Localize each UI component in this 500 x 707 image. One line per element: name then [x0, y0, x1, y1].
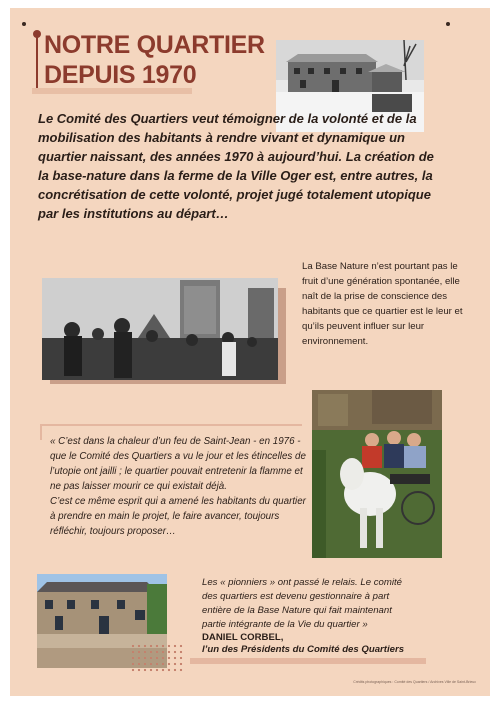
title-pin-line: [36, 36, 38, 88]
closing-rule: [190, 658, 426, 664]
children-pony-photo: [312, 390, 442, 558]
photo-credit: Crédits photographiques : Comité des Quartiers / Archives Ville de Saint-Brieuc: [353, 680, 476, 684]
quote-block: [50, 434, 308, 539]
author-name: DANIEL CORBEL,: [202, 632, 284, 643]
quote-bracket-top: [40, 424, 302, 426]
corner-dot-left: [22, 22, 26, 26]
quote-paragraph-2: C’est ce même esprit qui a amené les habitants du quartier à prendre en main le projet, le faire avancer, toujours réfléchir, toujours proposer…: [50, 496, 306, 537]
poster: [10, 8, 490, 696]
quote-bracket-side: [40, 424, 42, 440]
author-role: l’un des Présidents du Comité des Quartiers: [202, 644, 405, 655]
author-signature: [202, 632, 427, 656]
title-line-1: NOTRE QUARTIER: [44, 31, 265, 59]
corner-dot-right: [446, 22, 450, 26]
side-text: La Base Nature n’est pourtant pas le fruit d’une génération spontanée, elle naît de la prise de conscience des habitants que ce quartier est le leur et qu’ils peuvent influer sur leur environnement.: [302, 261, 463, 347]
quote-paragraph-1: « C’est dans la chaleur d’un feu de Saint-Jean - en 1976 - que le Comité des Quartiers a vu le jour et les étincelles de l’utopie ont jailli ; le quartier pouvait entretenir la flamme et ne pas laisser mourir ce qui existait déjà.: [50, 436, 306, 492]
closing-quote: Les « pionniers » ont passé le relais. Le comité des quartiers est devenu gestionnaire à part entière de la Base Nature qui fait maintenant partie intégrante de la Vie du quartier »: [202, 577, 402, 630]
title-line-2: DEPUIS 1970: [44, 61, 197, 89]
crowd-photo: [42, 278, 278, 380]
decorative-dot-grid: [130, 643, 184, 673]
intro-text: Le Comité des Quartiers veut témoigner de la volonté et de la mobilisation des habitants à rendre vivant et dynamique un quartier naissant, des années 1970 à aujourd’hui. La création de la base-nature dans la ferme de la Ville Oger est, entre autres, la concrétisation de cette volonté, projet jugé totalement utopique par les institutions au départ…: [38, 111, 434, 221]
page-title: [44, 30, 265, 90]
